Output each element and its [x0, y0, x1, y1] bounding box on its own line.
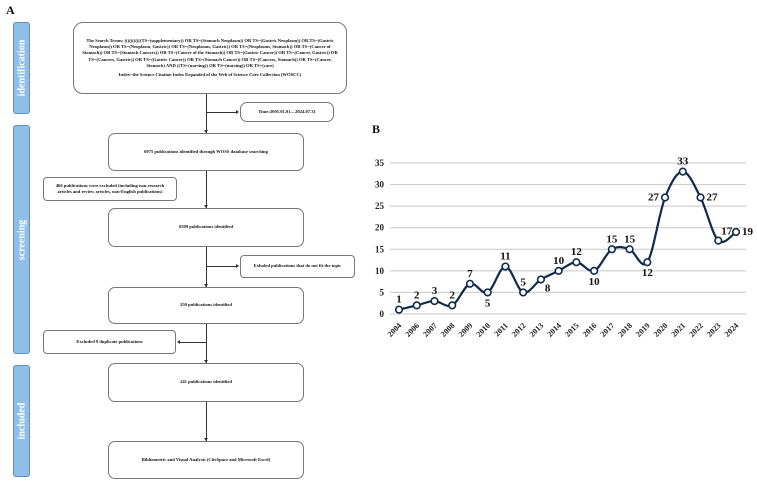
- y-tick-label: 10: [375, 265, 384, 276]
- stage-label: identification: [16, 39, 27, 97]
- panel-label-a: A: [6, 3, 15, 17]
- search-terms-text: The Search Terms: (((((((((((TS=(supplementary)) OR TS=(Stomach Neoplasm)) OR TS=(Gastric Neoplasm)) OR TS=(Gastric Neoplasm)) OR TS=(Neoplasm, Gastric)) OR TS=(Neoplasms, Gastric)) OR TS=(Neoplasms, Stomach)) OR TS=(Cancer of Stomach)) OR TS=(Stomach Cancers)) OR TS=(Cancer of the Stomach)) OR TS=(Gastric Cancer)) OR TS=(Cancer, Gastric)) OR TS=(Cancers, Gastric)) OR TS=(Gastric Cancer)) OR TS=(Stomach Cancer)) OR TS=(Cancers, Stomach)) OR TS=(Cancer, Stomach) AND ((TS=(nursing)) OR TS=(nursing)) OR TS=(care): [82, 37, 338, 68]
- x-tick-label: 2012: [509, 321, 528, 339]
- x-tick-label: 2008: [438, 321, 457, 339]
- data-label: 10: [553, 254, 565, 267]
- data-point: [538, 276, 545, 283]
- data-point: [644, 259, 651, 266]
- stage-label: included: [16, 402, 27, 440]
- x-tick-label: 2015: [563, 321, 581, 339]
- data-label: 11: [500, 250, 511, 263]
- x-tick-label: 2014: [545, 321, 564, 339]
- x-tick-label: 2019: [634, 321, 652, 339]
- x-tick-label: 2018: [616, 321, 634, 339]
- data-label: 15: [606, 233, 618, 246]
- publications-box-3: 250 publications identified: [108, 287, 304, 324]
- data-point: [697, 194, 704, 201]
- data-label: 27: [706, 191, 718, 204]
- x-tick-label: 2013: [527, 321, 546, 339]
- x-tick-label: 2021: [669, 321, 688, 339]
- data-point: [396, 306, 403, 313]
- data-point: [715, 237, 722, 244]
- stage-label: screening: [16, 219, 27, 260]
- identified-box: 6975 publications identified through WOSS database searching: [108, 133, 304, 171]
- x-tick-label: 2017: [598, 321, 617, 339]
- data-point: [431, 298, 438, 305]
- data-label: 12: [641, 267, 653, 280]
- data-point: [484, 289, 491, 296]
- time-box: Time:2005.01.01—2024.07.31: [240, 102, 334, 122]
- data-label: 27: [648, 191, 660, 204]
- data-point: [679, 168, 686, 175]
- x-tick-label: 2011: [492, 321, 510, 339]
- data-label: 1: [396, 293, 402, 306]
- x-tick-label: 2023: [704, 321, 723, 339]
- data-label: 2: [413, 289, 420, 302]
- y-tick-label: 20: [375, 222, 384, 233]
- publications-box-2: 6509 publications identified: [108, 208, 304, 247]
- x-tick-label: 2006: [403, 321, 422, 339]
- data-label: 2: [449, 289, 455, 302]
- x-tick-label: 2016: [580, 321, 599, 339]
- data-point: [609, 246, 616, 253]
- data-point: [520, 289, 527, 296]
- exclusion-box-2: Exluded publications that do not fit the topic: [240, 255, 355, 278]
- data-point: [467, 281, 474, 288]
- panel-label-b: B: [372, 122, 381, 136]
- data-point: [591, 268, 598, 275]
- data-label: 10: [588, 275, 600, 288]
- data-point: [413, 302, 420, 309]
- x-tick-label: 2007: [421, 321, 439, 339]
- publications-box-4: 241 publications identified: [108, 363, 304, 402]
- data-point: [502, 263, 509, 270]
- data-point: [733, 229, 740, 236]
- y-tick-label: 25: [375, 201, 384, 212]
- data-point: [555, 268, 562, 275]
- data-label: 17: [721, 225, 733, 238]
- data-label: 12: [570, 246, 582, 259]
- y-tick-label: 0: [379, 309, 384, 319]
- exclusion-box-3: Excluded 9 duplicate publications: [43, 330, 176, 354]
- data-label: 19: [742, 226, 753, 239]
- data-label: 5: [484, 297, 491, 310]
- data-label: 5: [520, 276, 526, 289]
- data-point: [626, 246, 633, 253]
- x-tick-label: 2022: [687, 321, 705, 339]
- data-point: [449, 302, 456, 309]
- data-label: 15: [624, 233, 636, 246]
- y-tick-label: 5: [379, 287, 384, 298]
- y-tick-label: 30: [375, 179, 384, 190]
- x-tick-label: 2004: [385, 321, 404, 339]
- data-label: 33: [677, 155, 689, 168]
- data-label: 7: [467, 267, 473, 280]
- x-tick-label: 2020: [651, 321, 670, 339]
- y-tick-label: 15: [375, 244, 384, 255]
- data-label: 3: [431, 285, 438, 298]
- index-text: Index=the Science Citation Index Expanded of the Web of Science Core Collection (WOSCC): [118, 71, 302, 77]
- data-label: 8: [544, 282, 551, 295]
- x-tick-label: 2024: [722, 321, 741, 339]
- y-tick-label: 35: [375, 158, 384, 168]
- exclusion-box-1: 466 publications were excluded (including non research articles and review articles, non-English publications): [43, 177, 177, 201]
- data-point: [573, 259, 580, 266]
- data-point: [662, 194, 669, 201]
- x-tick-label: 2009: [456, 321, 475, 339]
- analysis-box: Bibliometric and Visual Analysis (CiteSpace and Microsoft Excel): [108, 441, 304, 479]
- x-tick-label: 2010: [474, 321, 493, 339]
